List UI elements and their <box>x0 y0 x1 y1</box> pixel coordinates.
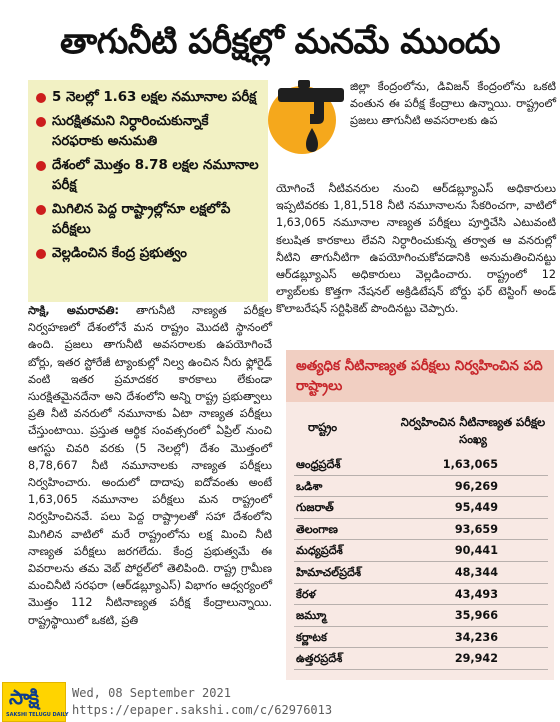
table-header <box>286 412 554 452</box>
state-name: కేరళ <box>296 587 316 601</box>
table-body <box>294 454 548 670</box>
headline: తాగునీటి పరీక్షల్లో మనమే ముందు <box>60 22 500 62</box>
article-text-left <box>28 302 272 629</box>
state-name: గుజరాత్‌ <box>296 501 334 515</box>
article-text-top-right: జిల్లా కేంద్రంలోను, డివిజన్ కేంద్రంలోను ఒకటి వంతున ఈ పరీక్ష కేంద్రాలు ఉన్నాయి. రాష్ట్రంలో ప్రజలు తాగునీటి అవసరాలకు ఉప <box>350 80 556 128</box>
table-row <box>294 648 548 670</box>
table-row <box>294 627 548 649</box>
highlights-list <box>34 88 262 264</box>
tests-count: 34,236 <box>454 630 498 644</box>
table-title: అత్యధిక నీటినాణ్యత పరీక్షలు నిర్వహించిన పది రాష్ట్రాలు <box>286 350 554 402</box>
sakshi-logo[interactable] <box>2 682 69 722</box>
bullet-dot-icon <box>36 249 46 259</box>
tests-count: 43,493 <box>454 587 498 601</box>
bullet-dot-icon <box>36 93 46 103</box>
bullet-dot-icon <box>36 161 46 171</box>
state-name: ఉత్తరప్రదేశ్‌ <box>296 652 343 666</box>
table-row <box>294 540 548 562</box>
highlight-item <box>34 88 262 108</box>
state-name: మధ్యప్రదేశ్‌ <box>296 544 343 558</box>
logo-subtitle: SAKSHI TELUGU DAILY <box>6 712 69 718</box>
highlight-text: వెల్లడించిన కేంద్ర ప్రభుత్వం <box>52 246 187 261</box>
highlight-text: దేశంలో మొత్తం 8.78 లక్షల నమూనాల పరీక్ష <box>52 158 259 193</box>
dateline: సాక్షి, అమరావతి: <box>28 304 120 317</box>
table-row <box>294 497 548 519</box>
column-header-tests: నిర్వహించిన నీటినాణ్యత పరీక్షల సంఖ్య <box>400 415 546 446</box>
bullet-dot-icon <box>36 117 46 127</box>
state-name: ఒడిశా <box>296 479 323 493</box>
article-text-mid-right: యోగించే నీటివనరుల నుంచి ఆర్‌డబ్ల్యూఎస్‌ అధికారులు ఇప్పటివరకు 1,81,518 నీటి నమూనాలను సేకరించగా, వాటిలో 1,63,065 నమూనాల నాణ్యత పరీక్షలు పూర్తిచేసి ఎటువంటి కలుషిత కారకాలు లేవని నిర్ధారించుకున్న తర్వాత ఆ వనరుల్లో నీటిని తాగునీటిగా ఉపయోగించుకోవడానికి అనుమతించినట్టు ఆర్‌డబ్ల్యూఎస్‌ అధికారులు వెల్లడించారు. రాష్ట్రంలో 12 ల్యాబ్‌లకు కొత్తగా నేషనల్‌ అక్రిడిటేషన్‌ బోర్డు ఫర్‌ టెస్టింగ్‌ అండ్‌ కొలాబరేషన్‌ సర్టిఫికెట్‌ పొందినట్టు చెప్పారు. <box>276 182 556 316</box>
highlight-text: 5 నెలల్లో 1.63 లక్షల నమూనాల పరీక్ష <box>52 90 257 105</box>
tests-count: 93,659 <box>454 522 498 536</box>
tests-count: 29,942 <box>454 652 498 666</box>
state-name: హిమాచల్‌ప్రదేశ్‌ <box>296 565 362 579</box>
bullet-dot-icon <box>36 205 46 215</box>
table-row <box>294 605 548 627</box>
state-name: ఆంధ్రప్రదేశ్‌ <box>296 458 341 471</box>
highlight-item <box>34 244 262 264</box>
tests-count: 35,966 <box>454 609 498 623</box>
table-row <box>294 476 548 498</box>
highlight-item <box>34 156 262 196</box>
tests-count: 48,344 <box>454 565 498 579</box>
water-tap-icon <box>268 74 350 166</box>
highlight-text: సురక్షితమని నిర్ధారించుకున్నాకే సరఫరాకు అనుమతి <box>52 114 209 149</box>
table-row <box>294 454 548 476</box>
highlight-item <box>34 112 262 152</box>
state-name: జమ్మూ <box>296 609 327 623</box>
tests-count: 96,269 <box>454 479 498 493</box>
tests-count: 1,63,065 <box>442 458 498 471</box>
state-name: కర్ణాటక <box>296 630 327 644</box>
highlight-text: మిగిలిన పెద్ద రాష్ట్రాల్లోనూ లక్షలోపే పరీక్షలు <box>52 202 231 237</box>
states-table <box>286 350 554 680</box>
table-row <box>294 562 548 584</box>
logo-text: సాక్షి <box>9 685 39 709</box>
table-row <box>294 584 548 606</box>
tests-count: 90,441 <box>454 544 498 558</box>
state-name: తెలంగాణ <box>296 522 338 536</box>
epaper-link[interactable]: https://epaper.sakshi.com/c/62976013 <box>72 703 333 717</box>
column-header-state: రాష్ట్రం <box>308 420 338 434</box>
tests-count: 95,449 <box>454 501 498 515</box>
article-body: తాగునీటి నాణ్యత పరీక్షల నిర్వహణలో దేశంలోనే మన రాష్ట్రం మొదటి స్థానంలో ఉంది. ప్రజలు తాగునీటి అవసరాలకు ఉపయోగించే బోర్లు, ఇతర స్టోరేజీ ట్యాంకుల్లో నిల్వ ఉంచిన నీరు ఫ్లోరైడ్‌ వంటి ఇతర ప్రమాదకర కారకాలు లేకుండా సురక్షితమైనదేనా అని దేశంలోని అన్ని రాష్ట్ర ప్రభుత్వాలు ప్రతి నీటి వనరులో నమూనాకు ఏటా నాణ్యత పరీక్షలు చేస్తుంటాయి. ప్రస్తుత ఆర్థిక సంవత్సరంలో ఏప్రిల్‌ నుంచి ఆగస్టు చివరి వరకు (5 నెలల్లో) దేశం మొత్తంలో 8,78,667 నీటి నమూనాలకు నాణ్యత పరీక్షలు నిర్వహించారు. అందులో దాదాపు ఐదోవంతు అంటే 1,63,065 నమూనాల పరీక్షలు మన రాష్ట్రంలో నిర్వహించినవే. పలు పెద్ద రాష్ట్రాలతో సహా దేశంలోని మిగిలిన వాటిలో మరే రాష్ట్రంలోను లక్ష మించి నీటి నాణ్యత పరీక్షలు జరగలేదు. కేంద్ర ప్రభుత్వమే ఈ వివరాలను తమ వెబ్‌ పోర్టల్‌లో తెలిపింది. రాష్ట్ర గ్రామీణ మంచినీటి సరఫరా (ఆర్‌డబ్ల్యూఎస్‌) విభాగం ఆధ్వర్యంలో మొత్తం 112 నీటినాణ్యత పరీక్ష కేంద్రాలున్నాయి. రాష్ట్రస్థాయిలో ఒకటి, ప్రతి <box>28 304 272 627</box>
publish-date: Wed, 08 September 2021 <box>72 686 231 700</box>
highlight-item <box>34 200 262 240</box>
footer <box>0 682 560 722</box>
highlights-box <box>28 80 268 302</box>
table-row <box>294 519 548 541</box>
